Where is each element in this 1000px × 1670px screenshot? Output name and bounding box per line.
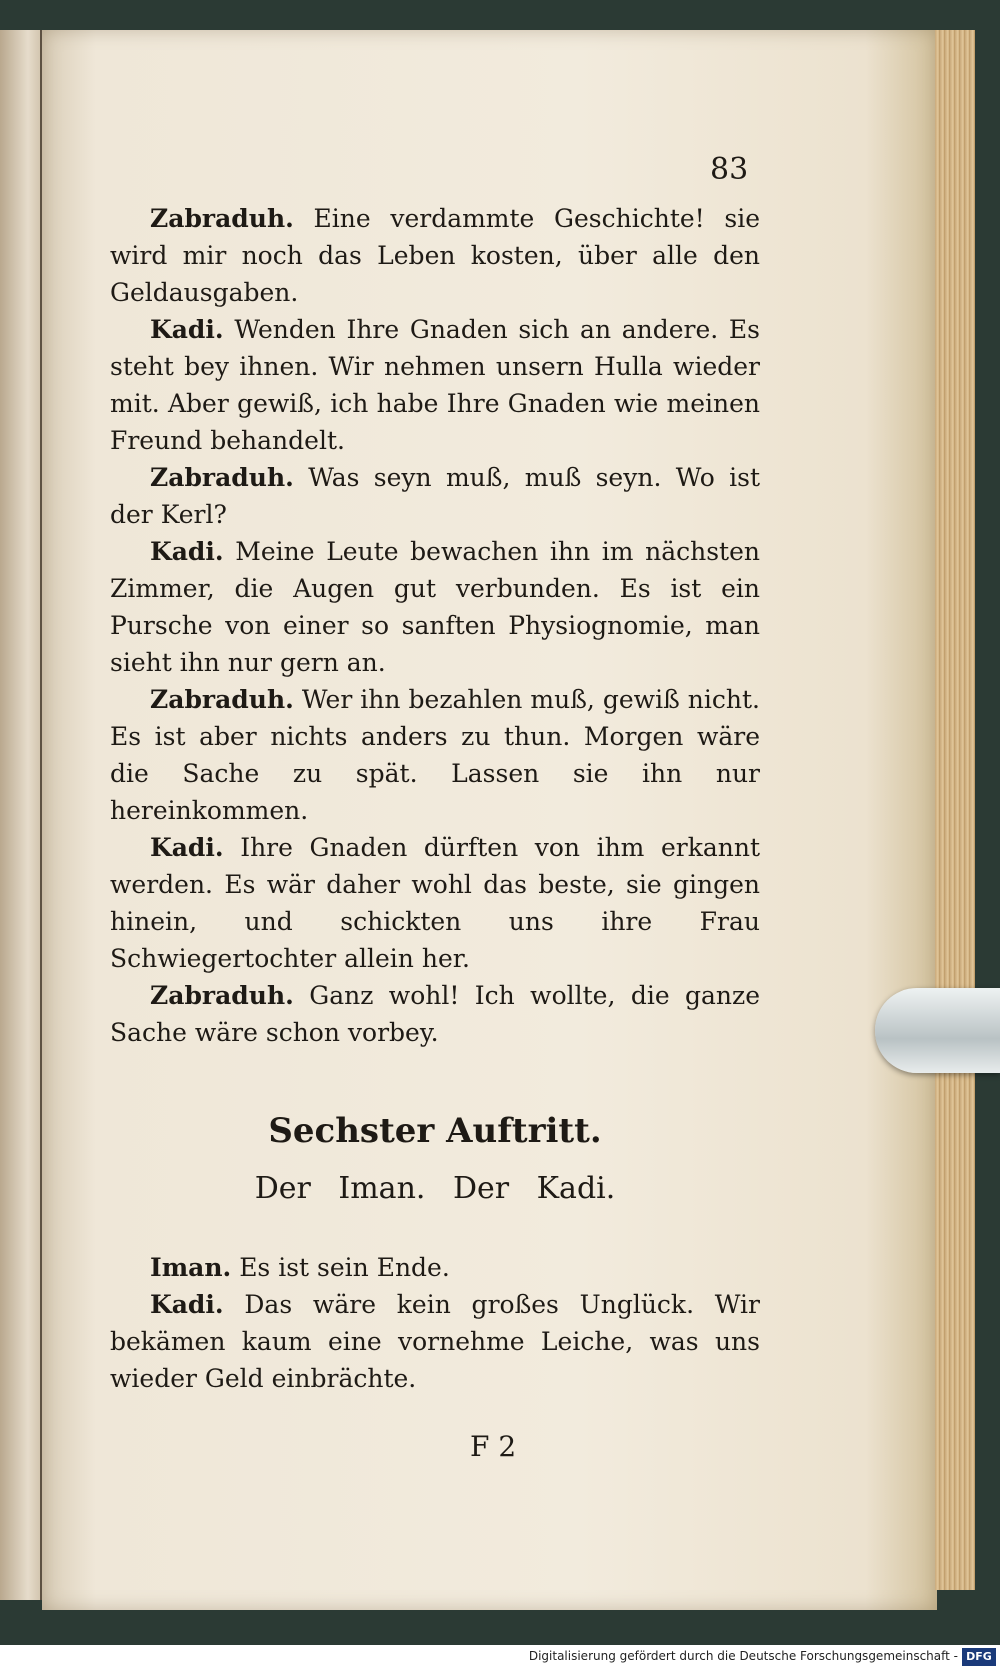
dialogue-text: Wenden Ihre Gnaden sich an andere. Es steht bey ihnen. Wir nehmen unsern Hulla wieder mit. Aber gewiß, ich habe Ihre Gnaden wie meinen Freund behandelt. xyxy=(110,315,760,455)
dialogue-paragraph xyxy=(110,200,760,311)
dialogue-paragraph xyxy=(110,829,760,977)
scene-title: Sechster Auftritt. xyxy=(268,1111,602,1151)
page-number: 83 xyxy=(710,152,749,187)
dialogue-paragraph xyxy=(110,459,760,533)
dialogue-text: Wer ihn bezahlen muß, gewiß nicht. Es ist aber nichts anders zu thun. Morgen wäre die Sache zu spät. Lassen sie ihn nur hereinkommen. xyxy=(110,685,760,825)
speaker-name: Zabraduh. xyxy=(150,685,294,714)
dialogue-text: Was seyn muß, muß seyn. Wo ist der Kerl? xyxy=(110,463,760,529)
speaker-name: Kadi. xyxy=(150,537,224,566)
signature-mark: F 2 xyxy=(470,1430,517,1463)
left-page-edge xyxy=(0,30,42,1600)
page-clip xyxy=(875,988,1000,1073)
page-text xyxy=(110,200,760,1397)
page-stack-edge xyxy=(935,30,975,1590)
speaker-name: Zabraduh. xyxy=(150,204,294,233)
dialogue-text: Meine Leute bewachen ihn im nächsten Zimmer, die Augen gut verbunden. Es ist ein Pursche von einer so sanften Physiognomie, man sieht ihn nur gern an. xyxy=(110,537,760,677)
dialogue-text: Eine verdammte Geschichte! sie wird mir noch das Leben kosten, über alle den Geldausgaben. xyxy=(110,204,760,307)
speaker-name: Zabraduh. xyxy=(150,981,294,1010)
speaker-name: Kadi. xyxy=(150,833,224,862)
speaker-name: Kadi. xyxy=(150,1290,224,1319)
dialogue-paragraph xyxy=(110,681,760,829)
dialogue-paragraph xyxy=(110,1286,760,1397)
footer xyxy=(0,1645,1000,1670)
dialogue-before xyxy=(110,200,760,1051)
scene-cast: Der Iman. Der Kadi. xyxy=(254,1171,616,1206)
dfg-logo: DFG xyxy=(962,1648,996,1666)
dialogue-text: Es ist sein Ende. xyxy=(239,1253,450,1282)
dialogue-text: Das wäre kein großes Unglück. Wir bekämen kaum eine vornehme Leiche, was uns wieder Geld einbrächte. xyxy=(110,1290,760,1393)
dialogue-text: Ganz wohl! Ich wollte, die ganze Sache wäre schon vorbey. xyxy=(110,981,760,1047)
footer-text: Digitalisierung gefördert durch die Deutsche Forschungsgemeinschaft - xyxy=(528,1649,958,1663)
dialogue-text: Ihre Gnaden dürften von ihm erkannt werden. Es wär daher wohl das beste, sie gingen hinein, und schickten uns ihre Frau Schwiegertochter allein her. xyxy=(110,833,760,973)
dialogue-after xyxy=(110,1249,760,1397)
speaker-name: Zabraduh. xyxy=(150,463,294,492)
dialogue-paragraph xyxy=(110,311,760,459)
speaker-name: Iman. xyxy=(150,1253,232,1282)
dialogue-paragraph xyxy=(110,977,760,1051)
dialogue-paragraph xyxy=(110,1249,760,1286)
speaker-name: Kadi. xyxy=(150,315,224,344)
dialogue-paragraph xyxy=(110,533,760,681)
